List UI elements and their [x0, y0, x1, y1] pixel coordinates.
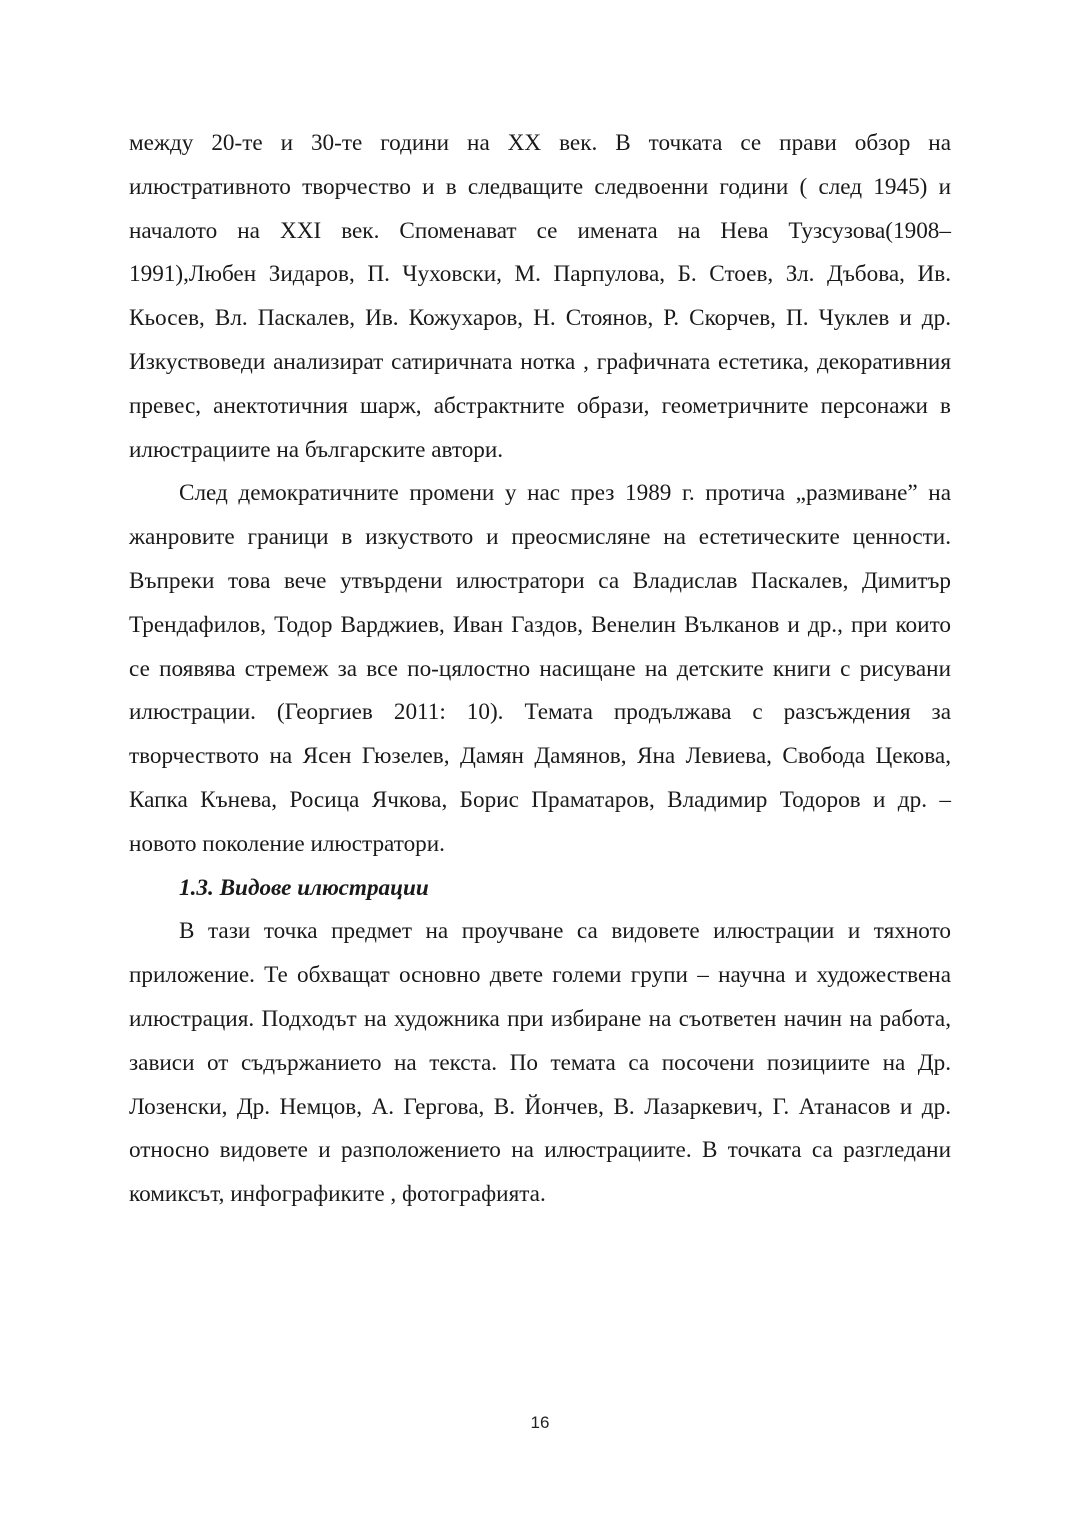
page-number: 16 [530, 1413, 550, 1432]
paragraph-1: между 20-те и 30-те години на XX век. В точката се прави обзор на илюстративното творчество и в следващите следвоенни години ( след 1945) и началото на XXI век. Споменават се имената на Нева Тузсузова(1908– 1991),Любен Зидаров, П. Чуховски, М. Парпулова, Б. Стоев, Зл. Дъбова, Ив. Кьосев, Вл. Паскалев, Ив. Кожухаров, Н. Стоянов, Р. Скорчев, П. Чуклев и др. Изкуствоведи анализират сатиричната нотка , графичната естетика, декоративния превес, анектотичния шарж, абстрактните образи, геометричните персонажи в илюстрациите на българските автори. [129, 130, 951, 463]
paragraph-2: След демократичните промени у нас през 1989 г. протича „размиване” на жанровите граници в изкуството и преосмисляне на естетическите ценности. Въпреки това вече утвърдени илюстратори са Владислав Паскалев, Димитър Трендафилов, Тодор Варджиев, Иван Газдов, Венелин Вълканов и др., при които се появява стремеж за все по-цялостно насищане на детските книги с рисувани илюстрации. (Георгиев 2011: 10). Темата продължава с разсъждения за творчеството на Ясен Гюзелев, Дамян Дамянов, Яна Левиева, Свобода Цекова, Капка Кънева, Росица Ячкова, Борис Праматаров, Владимир Тодоров и др. – новото поколение илюстратори. [129, 480, 951, 857]
section-heading: 1.3. Видове илюстрации [179, 874, 429, 901]
page-body [129, 122, 951, 1217]
paragraph-3: В тази точка предмет на проучване са видовете илюстрации и тяхното приложение. Те обхващат основно двете големи групи – научна и художествена илюстрация. Подходът на художника при избиране на съответен начин на работа, зависи от съдържанието на текста. По темата са посочени позициите на Др. Лозенски, Др. Немцов, А. Гергова, В. Йончев, В. Лазаркевич, Г. Атанасов и др. относно видовете и разположението на илюстрациите. В точката са разгледани комиксът, инфографиките , фотографията. [129, 918, 951, 1208]
